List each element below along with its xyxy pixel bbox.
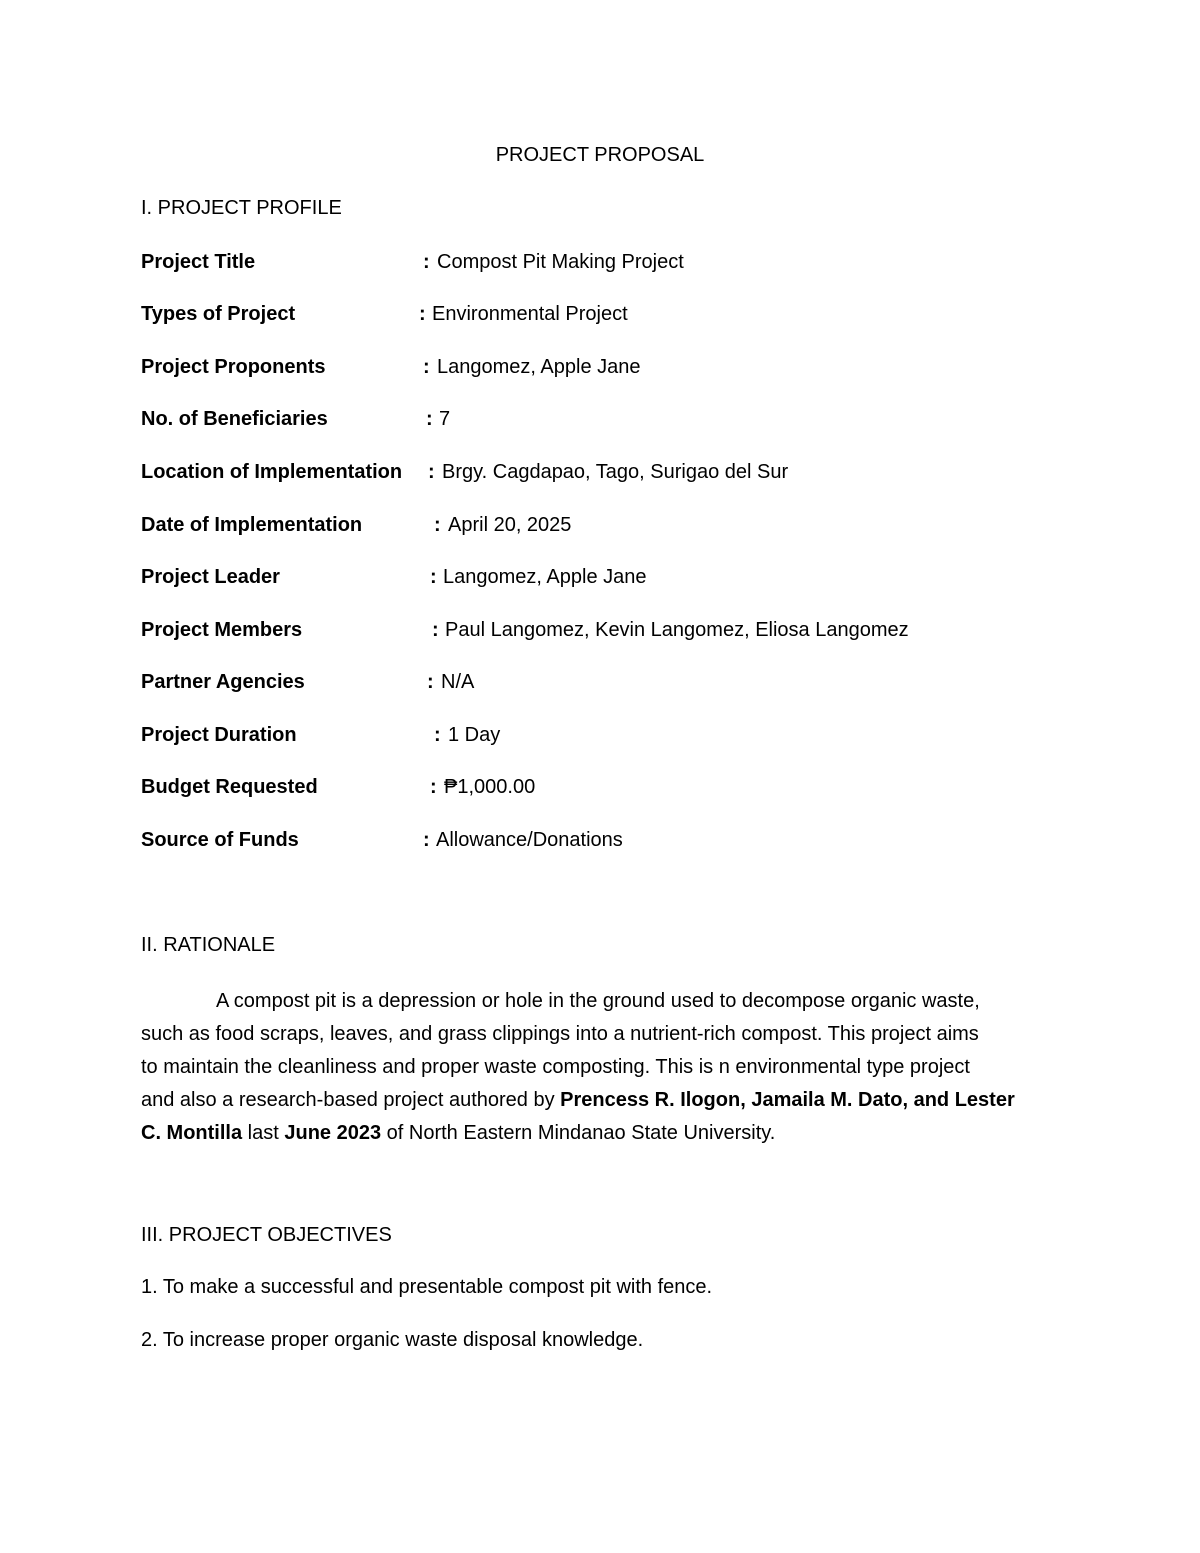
- rationale-line: [141, 1084, 1061, 1117]
- page-title: PROJECT PROPOSAL: [495, 144, 705, 166]
- field-separator: :: [423, 829, 430, 851]
- section-heading-objectives: III. PROJECT OBJECTIVES: [141, 1224, 392, 1246]
- field-value: 7: [439, 408, 451, 430]
- field-value: Environmental Project: [432, 303, 628, 325]
- field-label: Project Title: [141, 251, 256, 273]
- field-separator: :: [423, 251, 430, 273]
- field-separator: :: [427, 671, 434, 693]
- field-value: Brgy. Cagdapao, Tago, Surigao del Sur: [442, 461, 789, 483]
- rationale-paragraph: [141, 985, 1061, 1150]
- field-label: Source of Funds: [141, 829, 299, 851]
- field-separator: :: [426, 408, 433, 430]
- field-separator: :: [423, 356, 430, 378]
- field-partner-agencies: [141, 669, 1091, 695]
- field-label: Location of Implementation: [141, 461, 403, 483]
- field-separator: :: [430, 566, 437, 588]
- field-no-of-beneficiaries: [141, 406, 1091, 432]
- rationale-text: of North Eastern Mindanao State University.: [381, 1122, 776, 1144]
- field-value: April 20, 2025: [448, 514, 572, 536]
- field-separator: :: [419, 303, 426, 325]
- field-source-of-funds: [141, 827, 1091, 853]
- field-label: No. of Beneficiaries: [141, 408, 328, 430]
- field-label: Partner Agencies: [141, 671, 305, 693]
- field-value: Allowance/Donations: [436, 829, 623, 851]
- field-project-title: [141, 249, 1091, 275]
- field-separator: :: [428, 461, 435, 483]
- field-value: Langomez, Apple Jane: [437, 356, 641, 378]
- objective-item: 1. To make a successful and presentable compost pit with fence.: [141, 1276, 713, 1298]
- field-project-duration: [141, 722, 1091, 748]
- field-value: N/A: [441, 671, 475, 693]
- objective-item: 2. To increase proper organic waste disposal knowledge.: [141, 1329, 644, 1351]
- field-separator: :: [432, 619, 439, 641]
- field-value: 1 Day: [448, 724, 501, 746]
- section-heading-rationale: II. RATIONALE: [141, 934, 276, 956]
- field-label: Date of Implementation: [141, 514, 363, 536]
- field-date-of-implementation: [141, 512, 1091, 538]
- field-value: ₱1,000.00: [444, 776, 536, 798]
- field-separator: :: [434, 724, 441, 746]
- rationale-date: June 2023: [284, 1122, 382, 1144]
- field-project-proponents: [141, 354, 1091, 380]
- field-location-of-implementation: [141, 459, 1091, 485]
- field-label: Budget Requested: [141, 776, 318, 798]
- rationale-line: [141, 1117, 1061, 1150]
- field-types-of-project: [141, 301, 1091, 327]
- rationale-text: and also a research-based project authored by: [141, 1089, 561, 1111]
- field-label: Project Members: [141, 619, 303, 641]
- rationale-authors-cont: C. Montilla: [141, 1122, 243, 1144]
- section-heading-project-profile: I. PROJECT PROFILE: [141, 197, 342, 219]
- rationale-line: such as food scraps, leaves, and grass clippings into a nutrient-rich compost. This project aims: [141, 1023, 979, 1045]
- field-value: Langomez, Apple Jane: [443, 566, 647, 588]
- field-value: Compost Pit Making Project: [437, 251, 684, 273]
- rationale-authors: Prencess R. Ilogon, Jamaila M. Dato, and Lester: [560, 1089, 1015, 1111]
- field-separator: :: [430, 776, 437, 798]
- field-value: Paul Langomez, Kevin Langomez, Eliosa Langomez: [445, 619, 909, 641]
- field-project-leader: [141, 564, 1091, 590]
- rationale-line: to maintain the cleanliness and proper waste composting. This is n environmental type project: [141, 1056, 970, 1078]
- field-separator: :: [434, 514, 441, 536]
- rationale-text: last: [242, 1122, 285, 1144]
- field-label: Project Proponents: [141, 356, 326, 378]
- field-project-members: [141, 617, 1091, 643]
- field-label: Types of Project: [141, 303, 296, 325]
- field-budget-requested: [141, 774, 1091, 800]
- rationale-line: A compost pit is a depression or hole in the ground used to decompose organic waste,: [216, 990, 980, 1012]
- field-label: Project Duration: [141, 724, 297, 746]
- field-label: Project Leader: [141, 566, 280, 588]
